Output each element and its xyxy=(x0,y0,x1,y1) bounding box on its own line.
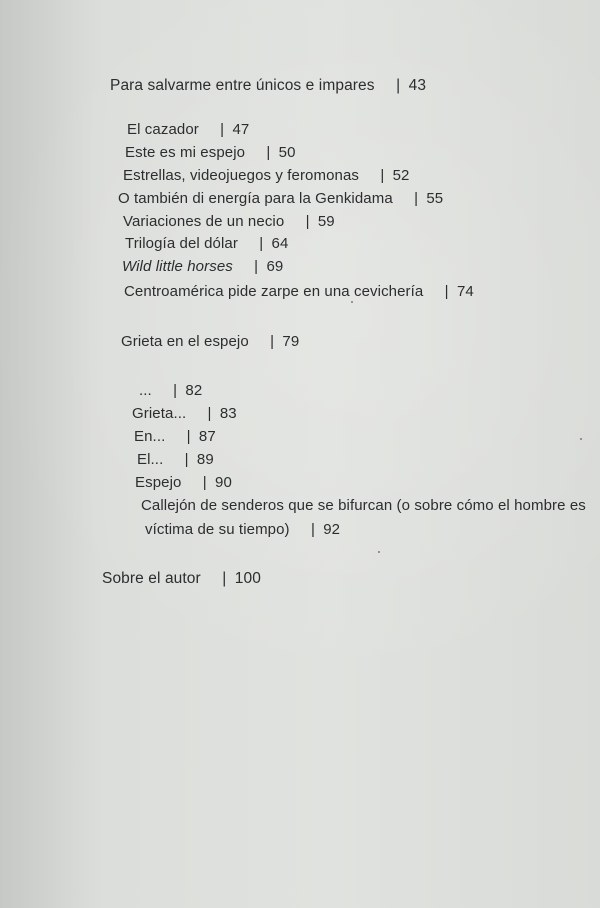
toc-entry xyxy=(125,144,296,162)
toc-entry xyxy=(123,213,335,231)
toc-page-number: 74 xyxy=(456,283,474,300)
paper-speck xyxy=(580,438,582,440)
toc-entry-title: Variaciones de un necio xyxy=(123,213,285,230)
toc-entry-title: Wild little horses xyxy=(122,258,233,275)
toc-wrapped-entry-line-2 xyxy=(145,521,340,539)
toc-page-number: 90 xyxy=(215,474,232,491)
toc-entry-title: En... xyxy=(134,428,166,445)
toc-entry xyxy=(135,474,232,492)
toc-entry-title: Grieta... xyxy=(132,405,187,422)
toc-separator: | xyxy=(186,428,191,445)
toc-separator: | xyxy=(266,144,271,161)
toc-entry xyxy=(122,258,283,276)
toc-separator: | xyxy=(259,235,264,252)
toc-separator: | xyxy=(380,167,385,184)
toc-separator: | xyxy=(414,190,419,207)
toc-main-section xyxy=(110,77,426,95)
toc-entry-title: El... xyxy=(137,451,164,468)
toc-page-number: 43 xyxy=(408,77,427,94)
toc-entry xyxy=(137,451,214,469)
toc-page-number: 83 xyxy=(219,405,237,422)
toc-entry-title: Grieta en el espejo xyxy=(121,333,249,350)
toc-entry-title: ... xyxy=(139,382,152,399)
toc-separator: | xyxy=(254,258,259,275)
toc-entry-title: Trilogía del dólar xyxy=(125,235,238,252)
toc-page-number: 59 xyxy=(317,213,335,230)
toc-page-number: 82 xyxy=(185,382,203,399)
toc-wrapped-entry-title-line-2: víctima de su tiempo) xyxy=(145,521,290,538)
toc-entry xyxy=(123,167,409,185)
toc-separator: | xyxy=(270,333,275,350)
toc-page-number: 69 xyxy=(266,258,284,275)
toc-page-number: 87 xyxy=(198,428,216,445)
toc-entry xyxy=(124,283,474,301)
toc-entry xyxy=(125,235,288,253)
toc-separator: | xyxy=(444,283,449,300)
paper-speck xyxy=(378,551,380,553)
toc-page-number: 64 xyxy=(271,235,289,252)
toc-about-title: Sobre el autor xyxy=(102,570,201,587)
toc-separator: | xyxy=(202,474,207,491)
toc-separator: | xyxy=(220,121,225,138)
toc-page-number: 50 xyxy=(278,144,296,161)
toc-entry xyxy=(132,405,237,423)
toc-entry-title: O también di energía para la Genkidama xyxy=(118,190,393,207)
toc-entry xyxy=(134,428,216,446)
toc-entry-title: El cazador xyxy=(127,121,199,138)
toc-about-entry xyxy=(102,570,261,588)
toc-separator: | xyxy=(310,521,315,538)
toc-page-number: 92 xyxy=(323,521,341,538)
toc-entry-title: Este es mi espejo xyxy=(125,144,246,161)
toc-entry xyxy=(127,121,249,139)
toc-entry-title: Centroamérica pide zarpe en una cevichería xyxy=(124,283,424,300)
toc-wrapped-entry-title-line-1: Callejón de senderos que se bifurcan (o sobre cómo el hombre es xyxy=(141,497,586,514)
toc-page-number: 89 xyxy=(196,451,214,468)
toc-main-section-title: Para salvarme entre únicos e impares xyxy=(110,77,375,94)
toc-page-number: 79 xyxy=(282,333,300,350)
toc-entry xyxy=(121,333,299,351)
toc-entry xyxy=(139,382,202,400)
toc-entry-title: Espejo xyxy=(135,474,182,491)
toc-page-number: 52 xyxy=(392,167,410,184)
toc-entry xyxy=(118,190,443,208)
toc-separator: | xyxy=(222,570,227,587)
toc-entry-title: Estrellas, videojuegos y feromonas xyxy=(123,167,360,184)
toc-separator: | xyxy=(207,405,212,422)
toc-separator: | xyxy=(396,77,401,94)
toc-page-number: 55 xyxy=(426,190,444,207)
toc-separator: | xyxy=(173,382,178,399)
toc-separator: | xyxy=(184,451,189,468)
toc-separator: | xyxy=(305,213,310,230)
paper-speck xyxy=(351,301,353,303)
toc-page-number: 47 xyxy=(232,121,250,138)
toc-wrapped-entry-line-1 xyxy=(141,497,586,515)
page-shadow xyxy=(0,0,95,908)
toc-page-number: 100 xyxy=(234,570,261,587)
